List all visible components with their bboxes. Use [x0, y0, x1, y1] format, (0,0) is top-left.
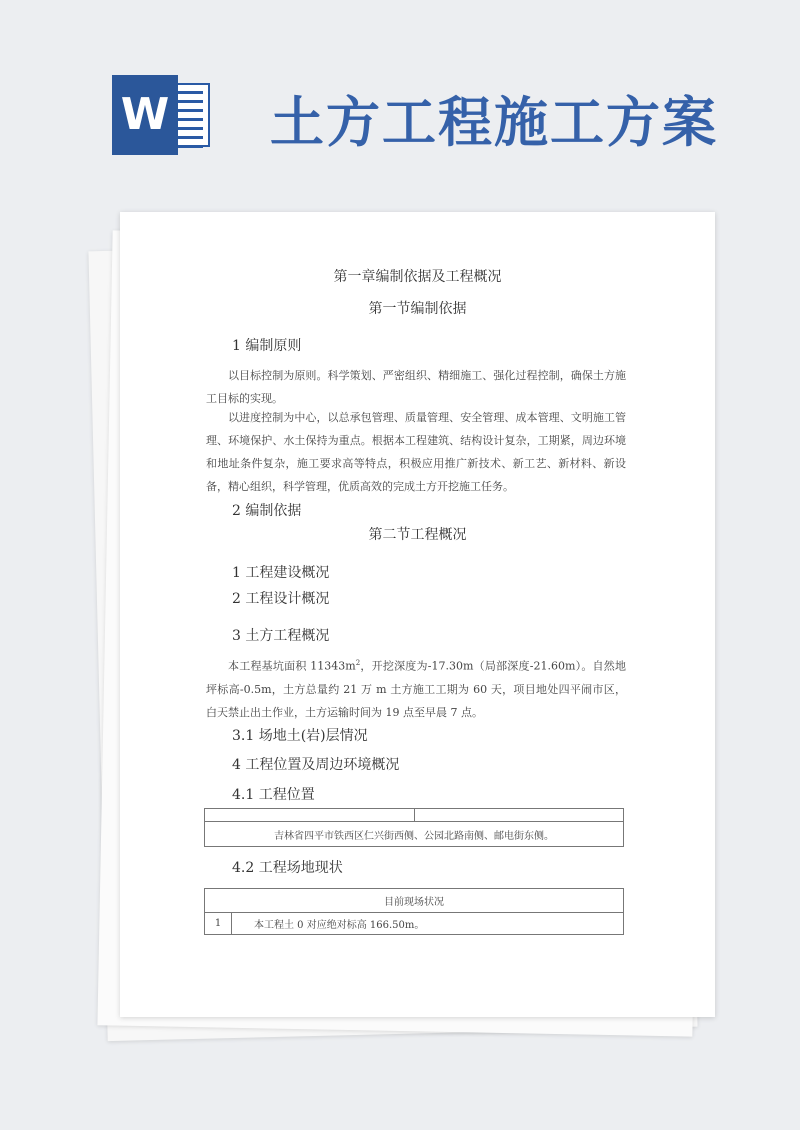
section-title: 第二节工程概况	[368, 527, 467, 543]
paragraph: 本工程基坑面积 $11343m^2$，开挖深度为-17.30m（局部深度-21.60m）。自然地坪标高-0.5m，土方总量约 21 万 m 土方施工工期为 60 天，项目地处四平闹市区，白天禁止出土作业，土方运输时间为 19 点至早晨 7 点。	[206, 659, 626, 719]
table-cell: 吉林省四平市铁西区仁兴街西侧、公园北路南侧、邮电街东侧。	[205, 822, 624, 847]
subsection-heading: 2 编制依据	[232, 503, 302, 519]
paragraph: 以进度控制为中心，以总承包管理、质量管理、安全管理、成本管理、文明施工管理、环境保护、水土保持为重点。根据本工程建筑、结构设计复杂，工期紧，周边环境和地址条件复杂，施工要求高等特点，积极应用推广新技术、新工艺、新材料、新设备，精心组织，科学管理，优质高效的完成土方开挖施工任务。	[206, 411, 626, 493]
word-logo-icon	[112, 75, 212, 155]
subsection-heading: 3 土方工程概况	[232, 628, 330, 644]
document-page	[120, 212, 715, 1017]
subsection-heading: 4.1 工程位置	[232, 787, 315, 803]
site-status-table	[204, 888, 624, 935]
subsection-heading: 4 工程位置及周边环境概况	[232, 757, 400, 773]
page-title: 土方工程施工方案	[270, 90, 718, 154]
subsection-heading: 1 工程建设概况	[232, 565, 330, 581]
table-cell: 本工程土 0 对应绝对标高 166.50m。	[232, 913, 624, 935]
chapter-title: 第一章编制依据及工程概况	[333, 269, 502, 285]
section-title: 第一节编制依据	[368, 301, 467, 317]
location-table	[204, 808, 624, 847]
banner	[0, 0, 800, 200]
subsection-heading: 1 编制原则	[232, 338, 302, 354]
subsection-heading: 3.1 场地土(岩)层情况	[232, 728, 368, 744]
table-cell: 1	[205, 913, 232, 935]
subsection-heading: 2 工程设计概况	[232, 591, 330, 607]
table-header-cell: 目前现场状况	[205, 889, 624, 913]
word-logo-letter: W	[112, 75, 178, 155]
subsection-heading: 4.2 工程场地现状	[232, 860, 343, 876]
paragraph: 以目标控制为原则。科学策划、严密组织、精细施工、强化过程控制，确保土方施工目标的实现。	[206, 369, 626, 405]
